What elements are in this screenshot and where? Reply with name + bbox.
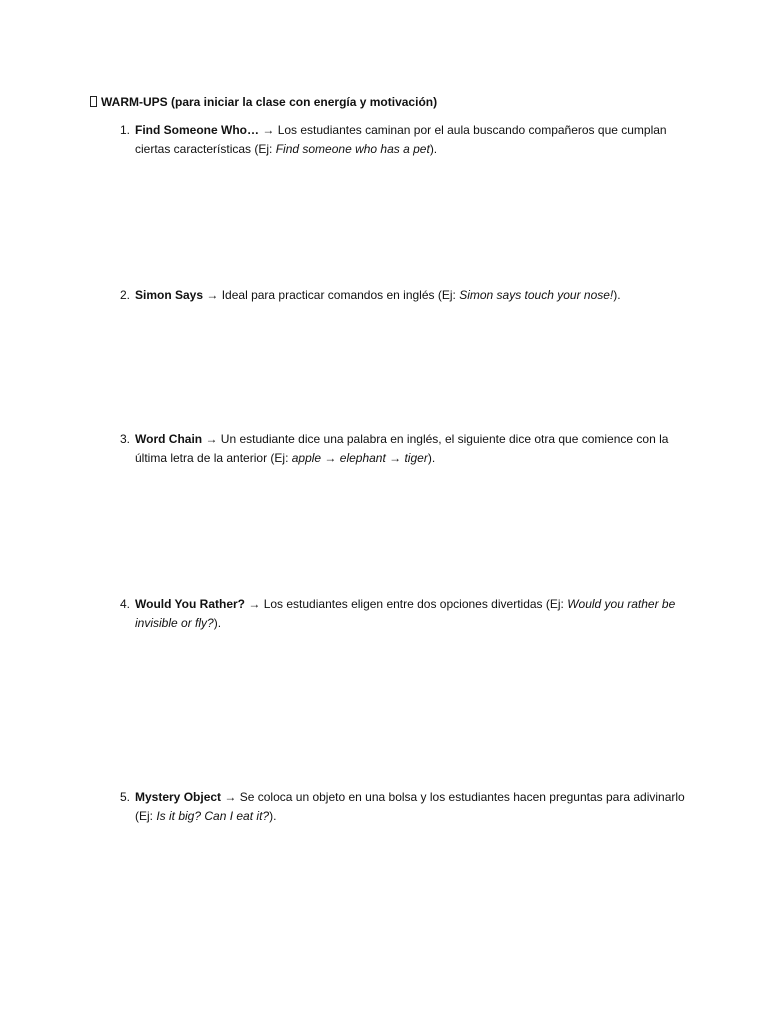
item-number: 4.: [119, 597, 130, 611]
section-heading-text: WARM-UPS (para iniciar la clase con energía y motivación): [101, 95, 438, 109]
item-tail: ).: [429, 142, 438, 156]
arrow-icon: →: [205, 432, 218, 446]
item-text: [135, 595, 690, 633]
item-example: Find someone who has a pet: [275, 142, 430, 156]
list-item: [100, 788, 690, 826]
item-example: Would you rather be invisible or fly?: [135, 597, 676, 630]
item-number: 3.: [119, 432, 130, 446]
item-tail: ).: [269, 809, 277, 823]
item-description: Un estudiante dice una palabra en inglés, el siguiente dice otra que comience con la última letra de la anterior (Ej:: [135, 432, 669, 465]
item-example: Is it big? Can I eat it?: [156, 809, 270, 823]
item-number: 5.: [119, 790, 130, 804]
item-number: 2.: [119, 288, 130, 302]
arrow-icon: →: [248, 597, 261, 611]
item-tail: ).: [213, 616, 222, 630]
section-heading: [90, 94, 437, 110]
list-item: [100, 286, 690, 305]
item-tail: ).: [613, 288, 621, 302]
item-description: Los estudiantes caminan por el aula buscando compañeros que cumplan ciertas características (Ej:: [135, 123, 667, 156]
item-description: Ideal para practicar comandos en inglés (Ej:: [221, 288, 460, 302]
item-text: [135, 286, 690, 305]
item-text: [135, 121, 690, 159]
item-text: [135, 788, 690, 826]
item-tail: ).: [427, 451, 436, 465]
item-title: Mystery Object: [135, 790, 222, 804]
list-item: [100, 595, 690, 633]
arrow-icon: →: [262, 123, 275, 137]
item-text: [135, 430, 690, 468]
item-title: Find Someone Who…: [135, 123, 259, 137]
arrow-icon: →: [224, 790, 237, 804]
arrow-icon: →: [206, 288, 219, 302]
item-title: Simon Says: [135, 288, 204, 302]
list-item: [100, 121, 690, 159]
list-item: [100, 430, 690, 468]
item-title: Would You Rather?: [135, 597, 245, 611]
item-number: 1.: [119, 123, 130, 137]
item-title: Word Chain: [135, 432, 203, 446]
item-example: apple → elephant → tiger: [291, 451, 428, 465]
item-description: Se coloca un objeto en una bolsa y los estudiantes hacen preguntas para adivinarlo (Ej:: [135, 790, 685, 823]
item-example: Simon says touch your nose!: [459, 288, 614, 302]
missing-glyph-icon: [90, 96, 97, 107]
item-description: Los estudiantes eligen entre dos opciones divertidas (Ej:: [263, 597, 568, 611]
